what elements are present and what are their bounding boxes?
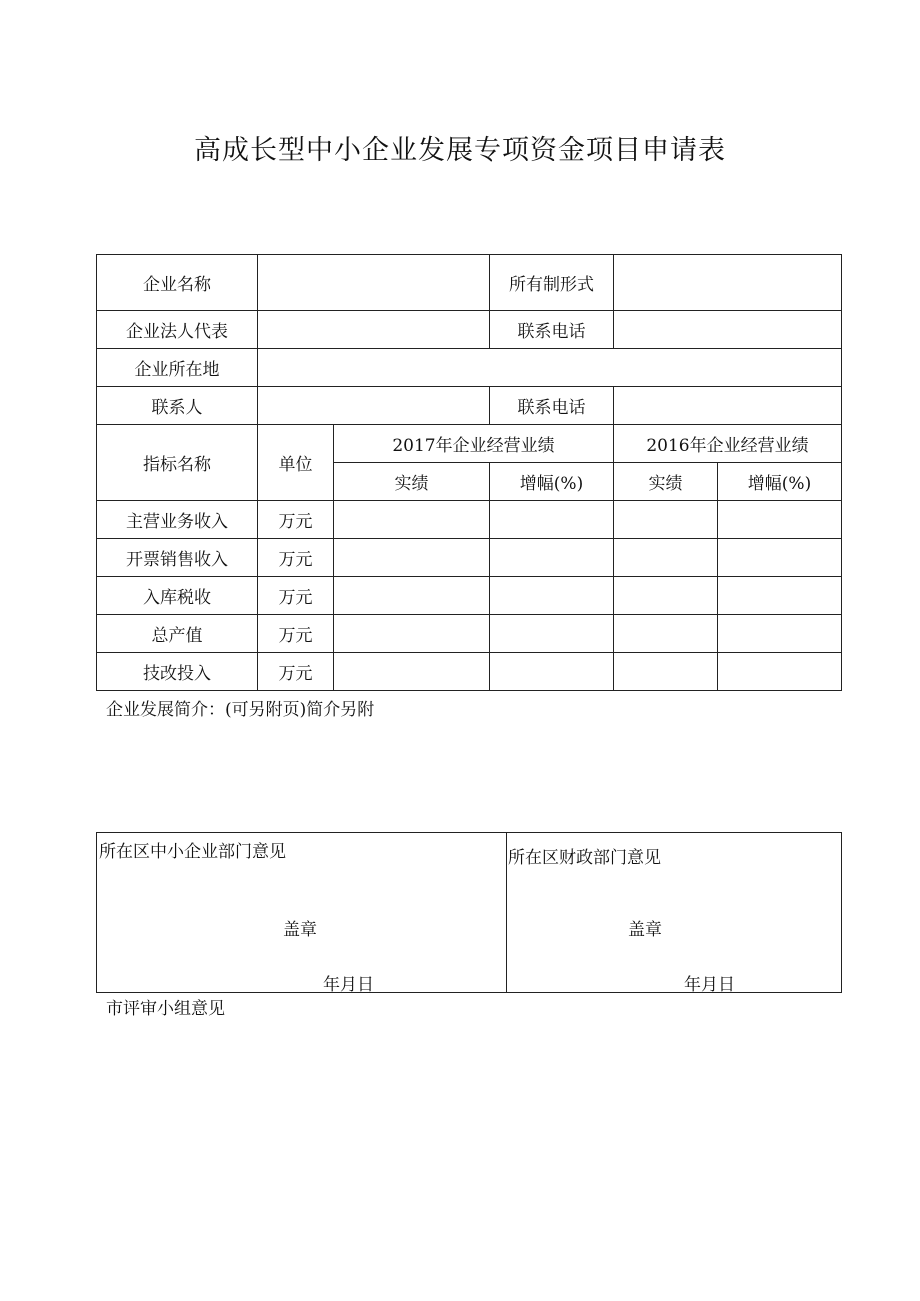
indicator-unit: 万元 [258,615,334,653]
unit-header: 单位 [258,425,334,501]
company-intro-note: 企业发展简介：(可另附页)简介另附 [106,700,375,720]
actual-2016-header: 实绩 [614,463,718,501]
actual-2017-cell[interactable] [334,501,490,539]
growth-2017-cell[interactable] [490,539,614,577]
growth-2017-cell[interactable] [490,615,614,653]
year-2017-header: 2017年企业经营业绩 [334,425,614,463]
phone-field-1[interactable] [614,311,842,349]
growth-2016-cell[interactable] [718,539,842,577]
actual-2016-cell[interactable] [614,501,718,539]
indicator-name: 开票销售收入 [97,539,258,577]
indicator-name: 总产值 [97,615,258,653]
indicator-name-header: 指标名称 [97,425,258,501]
district-finance-opinion-box[interactable] [507,833,842,993]
location-label: 企业所在地 [97,349,258,387]
table-row [97,577,842,615]
actual-2017-cell[interactable] [334,615,490,653]
indicator-unit: 万元 [258,577,334,615]
phone-label-1: 联系电话 [490,311,614,349]
indicator-name: 入库税收 [97,577,258,615]
district-sme-opinion-label: 所在区中小企业部门意见 [99,842,286,862]
growth-2016-cell[interactable] [718,615,842,653]
company-name-field[interactable] [258,255,490,311]
ownership-field[interactable] [614,255,842,311]
contact-field[interactable] [258,387,490,425]
actual-2017-cell[interactable] [334,577,490,615]
phone-label-2: 联系电话 [490,387,614,425]
indicator-unit: 万元 [258,653,334,691]
growth-2016-cell[interactable] [718,577,842,615]
phone-field-2[interactable] [614,387,842,425]
opinion-table [96,832,842,993]
growth-2017-cell[interactable] [490,577,614,615]
table-row [97,539,842,577]
growth-2017-cell[interactable] [490,501,614,539]
district-sme-opinion-box[interactable] [97,833,507,993]
form-title: 高成长型中小企业发展专项资金项目申请表 [194,135,726,166]
growth-2017-cell[interactable] [490,653,614,691]
legal-rep-field[interactable] [258,311,490,349]
growth-2016-header: 增幅(%) [718,463,842,501]
indicator-name: 技改投入 [97,653,258,691]
year-2016-header: 2016年企业经营业绩 [614,425,842,463]
actual-2017-header: 实绩 [334,463,490,501]
ownership-label: 所有制形式 [490,255,614,311]
growth-2016-cell[interactable] [718,653,842,691]
company-name-label: 企业名称 [97,255,258,311]
city-review-label: 市评审小组意见 [106,999,225,1019]
actual-2016-cell[interactable] [614,577,718,615]
date-label: 年月日 [323,975,374,995]
growth-2016-cell[interactable] [718,501,842,539]
seal-label: 盖章 [628,920,662,940]
indicator-unit: 万元 [258,501,334,539]
indicator-name: 主营业务收入 [97,501,258,539]
actual-2017-cell[interactable] [334,539,490,577]
actual-2016-cell[interactable] [614,615,718,653]
indicator-unit: 万元 [258,539,334,577]
location-field[interactable] [258,349,842,387]
actual-2016-cell[interactable] [614,653,718,691]
application-table [96,254,842,691]
seal-label: 盖章 [283,920,317,940]
table-row [97,615,842,653]
contact-label: 联系人 [97,387,258,425]
legal-rep-label: 企业法人代表 [97,311,258,349]
actual-2016-cell[interactable] [614,539,718,577]
date-label: 年月日 [684,975,735,995]
table-row [97,501,842,539]
table-row [97,653,842,691]
district-finance-opinion-label: 所在区财政部门意见 [508,848,661,868]
actual-2017-cell[interactable] [334,653,490,691]
growth-2017-header: 增幅(%) [490,463,614,501]
